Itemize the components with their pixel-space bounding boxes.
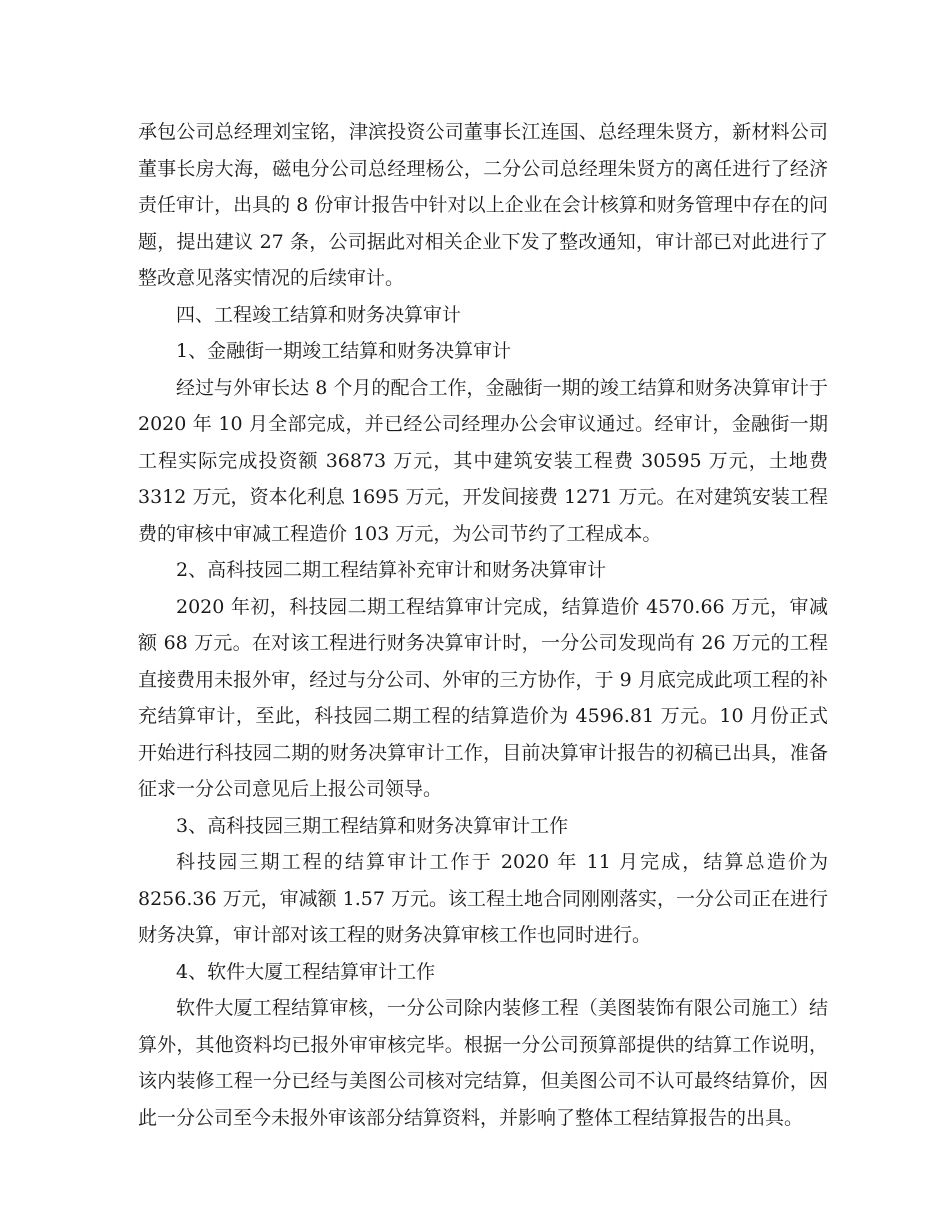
subheading-tech-park-phase3: 3、高科技园三期工程结算和财务决算审计工作 — [176, 814, 569, 837]
section-heading-completion-audit: 四、工程竣工结算和财务决算审计 — [176, 303, 462, 326]
document-body — [138, 114, 828, 1136]
subheading-tech-park-phase2: 2、高科技园二期工程结算补充审计和财务决算审计 — [176, 559, 607, 581]
paragraph-tech-park-phase2: 2020 年初，科技园二期工程结算审计完成，结算造价 4570.66 万元，审减额 68 万元。在对该工程进行财务决算审计时，一分公司发现尚有 26 万元的工程直接费用未报外审，经过与分公司、外审的三方协作，于 9 月底完成此项工程的补充结算审计，至此，科技园二期工程的结算造价为 4596.81 万元。10 月份正式开始进行科技园二期的财务决算审计工作，目前决算审计报告的初稿已出具，准备征求一分公司意见后上报公司领导。 — [138, 595, 828, 800]
paragraph-tech-park-phase3: 科技园三期工程的结算审计工作于 2020 年 11 月完成，结算总造价为 8256.36 万元，审减额 1.57 万元。该工程土地合同刚刚落实，一分公司正在进行财务决算，审计部对该工程的财务决算审核工作也同时进行。 — [138, 851, 828, 946]
paragraph-financial-street-phase1: 经过与外审长达 8 个月的配合工作，金融街一期的竣工结算和财务决算审计于 2020 年 10 月全部完成，并已经公司经理办公会审议通过。经审计，金融街一期工程实际完成投资额 36873 万元，其中建筑安装工程费 30595 万元，土地费 3312 万元，资本化利息 1695 万元，开发间接费 1271 万元。在对建筑安装工程费的审核中审减工程造价 103 万元，为公司节约了工程成本。 — [138, 376, 828, 545]
paragraph-software-building: 软件大厦工程结算审核，一分公司除内装修工程（美图装饰有限公司施工）结算外，其他资料均已报外审审核完毕。根据一分公司预算部提供的结算工作说明，该内装修工程一分已经与美图公司核对完结算，但美图公司不认可最终结算价，因此一分公司至今未报外审该部分结算资料，并影响了整体工程结算报告的出具。 — [138, 997, 828, 1129]
paragraph-audit-continuation: 承包公司总经理刘宝铭，津滨投资公司董事长江连国、总经理朱贤方，新材料公司董事长房大海，磁电分公司总经理杨公，二分公司总经理朱贤方的离任进行了经济责任审计，出具的 8 份审计报告中针对以上企业在会计核算和财务管理中存在的问题，提出建议 27 条，公司据此对相关企业下发了整改通知，审计部已对此进行了整改意见落实情况的后续审计。 — [138, 121, 828, 289]
subheading-software-building: 4、软件大厦工程结算审计工作 — [176, 960, 436, 983]
subheading-financial-street-phase1: 1、金融街一期竣工结算和财务决算审计 — [176, 340, 512, 362]
